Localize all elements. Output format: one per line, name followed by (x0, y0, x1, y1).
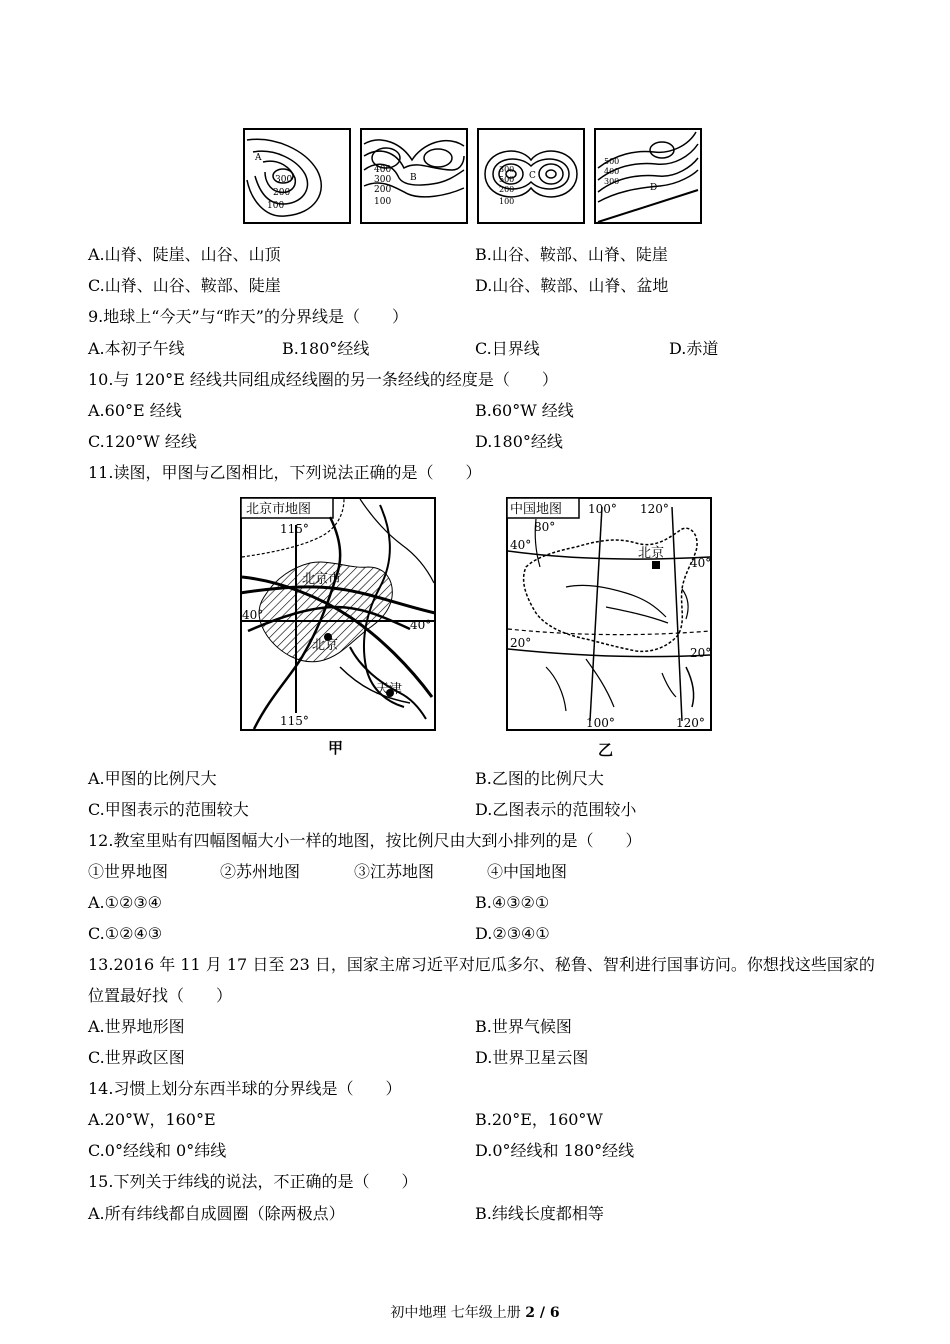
longitude-label: 120° (640, 502, 669, 516)
contour-label: 200 (273, 188, 291, 198)
q14-stem: 14.习惯上划分东西半球的分界线是（ ） (88, 1079, 402, 1098)
q14-option-a: A.20°W，160°E (88, 1110, 216, 1129)
page-total: 6 (549, 1305, 560, 1321)
longitude-label: 80° (534, 520, 556, 534)
q13-option-d: D.世界卫星云图 (475, 1048, 589, 1067)
region-label: 北京市 (302, 572, 342, 587)
contour-label: 400 (604, 167, 620, 176)
q14-option-d: D.0°经线和 180°经线 (475, 1141, 635, 1160)
map-caption-jia: 甲 (328, 739, 344, 757)
contour-label: 300 (275, 175, 293, 185)
q15-option-a: A.所有纬线都自成圆圈（除两极点） (88, 1204, 345, 1223)
q13-option-b: B.世界气候图 (475, 1017, 572, 1036)
latitude-label: 20° (510, 636, 532, 650)
china-map (506, 497, 712, 731)
latitude-label: 40° (690, 556, 712, 570)
contour-map-c (477, 128, 585, 224)
latitude-label: 40° (242, 608, 264, 622)
q13-stem-line1: 13.2016 年 11 月 17 日至 23 日，国家主席习近平对厄瓜多尔、秘鲁、智利进行国事访问。你想找这些国家的 (88, 955, 875, 974)
map-title: 中国地图 (510, 502, 563, 517)
q11-option-c: C.甲图表示的范围较大 (88, 800, 249, 819)
contour-map-a (243, 128, 351, 224)
longitude-label: 115° (280, 522, 309, 536)
q13-option-a: A.世界地形图 (88, 1017, 185, 1036)
q12-option-b: B.④③②① (475, 893, 550, 912)
map-title: 北京市地图 (246, 502, 312, 517)
q12-item: ③江苏地图 (354, 862, 435, 881)
q12-item: ①世界地图 (88, 862, 169, 881)
longitude-label: 100° (586, 716, 615, 730)
q11-option-b: B.乙图的比例尺大 (475, 769, 604, 788)
q10-option-a: A.60°E 经线 (88, 401, 182, 420)
q15-option-b: B.纬线长度都相等 (475, 1204, 604, 1223)
q12-item: ④中国地图 (487, 862, 568, 881)
latitude-label: 40° (410, 618, 432, 632)
q11-option-d: D.乙图表示的范围较小 (475, 800, 637, 819)
city-label: 天津 (376, 682, 403, 697)
longitude-label: 120° (676, 716, 705, 730)
contour-label: 300 (499, 165, 515, 174)
city-label: 北京 (312, 638, 339, 653)
footer-text: 初中地理 七年级上册 (390, 1305, 526, 1321)
longitude-label: 100° (588, 502, 617, 516)
contour-label: 500 (499, 175, 515, 184)
contour-label: D (650, 183, 658, 193)
contour-map-d (594, 128, 702, 224)
q12-stem: 12.教室里贴有四幅图幅大小一样的地图，按比例尺由大到小排列的是（ ） (88, 831, 642, 850)
contour-label: 200 (374, 185, 392, 195)
q13-option-c: C.世界政区图 (88, 1048, 185, 1067)
q12-option-c: C.①②④③ (88, 924, 163, 943)
contour-label: B (410, 173, 417, 183)
longitude-label: 115° (280, 714, 309, 728)
city-label: 北京 (638, 546, 665, 561)
q9-option-a: A.本初子午线 (88, 339, 185, 358)
contour-label: 100 (499, 197, 515, 206)
q11-option-a: A.甲图的比例尺大 (88, 769, 217, 788)
latitude-label: 40° (510, 538, 532, 552)
map-caption-yi: 乙 (598, 741, 614, 759)
q11-stem: 11.读图，甲图与乙图相比，下列说法正确的是（ ） (88, 463, 482, 482)
q13-stem-line2: 位置最好找（ ） (88, 986, 233, 1005)
q9-option-d: D.赤道 (669, 339, 719, 358)
beijing-map (240, 497, 436, 731)
q8-option-a: A.山脊、陡崖、山谷、山顶 (88, 245, 281, 264)
q9-option-b: B.180°经线 (282, 339, 370, 358)
contour-label: 500 (604, 157, 620, 166)
q12-item: ②苏州地图 (220, 862, 301, 881)
q14-option-c: C.0°经线和 0°纬线 (88, 1141, 227, 1160)
q12-option-a: A.①②③④ (88, 893, 163, 912)
q8-option-c: C.山脊、山谷、鞍部、陡崖 (88, 276, 281, 295)
contour-label: 300 (374, 175, 392, 185)
q8-option-d: D.山谷、鞍部、山脊、盆地 (475, 276, 669, 295)
q10-stem: 10.与 120°E 经线共同组成经线圈的另一条经线的经度是（ ） (88, 370, 558, 389)
contour-label: 100 (374, 197, 392, 207)
q10-option-d: D.180°经线 (475, 432, 563, 451)
q10-option-b: B.60°W 经线 (475, 401, 574, 420)
q15-stem: 15.下列关于纬线的说法，不正确的是（ ） (88, 1172, 418, 1191)
contour-label: A (255, 153, 262, 163)
q9-stem: 9.地球上“今天”与“昨天”的分界线是（ ） (88, 307, 408, 326)
page-footer (0, 1302, 950, 1322)
q9-option-c: C.日界线 (475, 339, 540, 358)
contour-label: 200 (499, 185, 515, 194)
latitude-label: 20° (690, 646, 712, 660)
page-separator: / (535, 1305, 550, 1321)
q8-option-b: B.山谷、鞍部、山脊、陡崖 (475, 245, 668, 264)
q14-option-b: B.20°E，160°W (475, 1110, 603, 1129)
page-number: 2 (525, 1305, 536, 1321)
contour-label: 100 (267, 201, 285, 211)
contour-map-b (360, 128, 468, 224)
q12-option-d: D.②③④① (475, 924, 550, 943)
contour-label: 300 (604, 177, 620, 186)
q10-option-c: C.120°W 经线 (88, 432, 197, 451)
contour-label: C (529, 171, 536, 181)
contour-label: 400 (374, 165, 392, 175)
